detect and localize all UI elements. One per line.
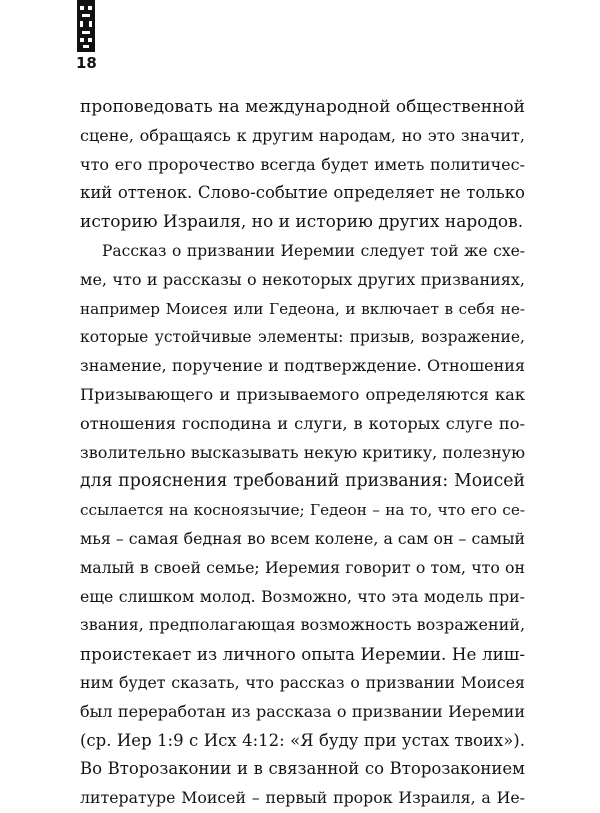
text-line: сцене, обращаясь к другим народам, но это значит, xyxy=(80,125,525,145)
text-line: малый в своей семье; Иеремия говорит о том, что он xyxy=(80,557,525,577)
text-line: был переработан из рассказа о призвании Иеремии xyxy=(80,701,525,721)
text-line: звания, предполагающая возможность возражений, xyxy=(80,615,526,635)
text-line: мья – самая бедная во всем колене, а сам он – самый xyxy=(80,528,525,548)
text-line: для прояснения требований призвания: Моисей xyxy=(80,471,525,492)
text-line: ним будет сказать, что рассказ о призвании Моисея xyxy=(80,672,525,692)
text-line: Рассказ о призвании Иеремии следует той же схе- xyxy=(102,241,525,260)
text-line: отношения господина и слуги, в которых слуге по- xyxy=(80,413,525,433)
text-line: Во Второзаконии и в связанной со Второзаконием xyxy=(80,759,525,779)
text-line: знамение, поручение и подтверждение. Отношения xyxy=(80,356,525,376)
running-header-ornament xyxy=(77,0,95,52)
text-line: (ср. Иер 1:9 с Исх 4:12: «Я буду при устах твоих»). xyxy=(80,730,525,750)
text-line: ме, что и рассказы о некоторых других призваниях, xyxy=(80,269,525,289)
body-text xyxy=(80,93,525,813)
text-line: зволительно высказывать некую критику, полезную xyxy=(80,442,525,462)
text-line: историю Израиля, но и историю других народов. xyxy=(80,212,524,233)
text-line: что его пророчество всегда будет иметь политичес- xyxy=(80,154,525,174)
text-line: например Моисея или Гедеона, и включает в себя не- xyxy=(80,299,525,318)
page-number: 18 xyxy=(76,54,97,72)
text-line: проистекает из личного опыта Иеремии. Не лиш- xyxy=(80,644,525,665)
text-line: литературе Моисей – первый пророк Израиля, а Ие- xyxy=(80,788,525,808)
text-line: проповедовать на международной общественной xyxy=(80,97,525,117)
text-line: Призывающего и призываемого определяются как xyxy=(80,384,525,404)
text-line: которые устойчивые элементы: призыв, возражение, xyxy=(80,328,525,347)
text-line: еще слишком молод. Возможно, что эта модель при- xyxy=(80,586,525,606)
text-line: ссылается на косноязычие; Гедеон – на то, что его се- xyxy=(80,501,525,520)
text-line: кий оттенок. Слово-событие определяет не только xyxy=(80,183,525,203)
